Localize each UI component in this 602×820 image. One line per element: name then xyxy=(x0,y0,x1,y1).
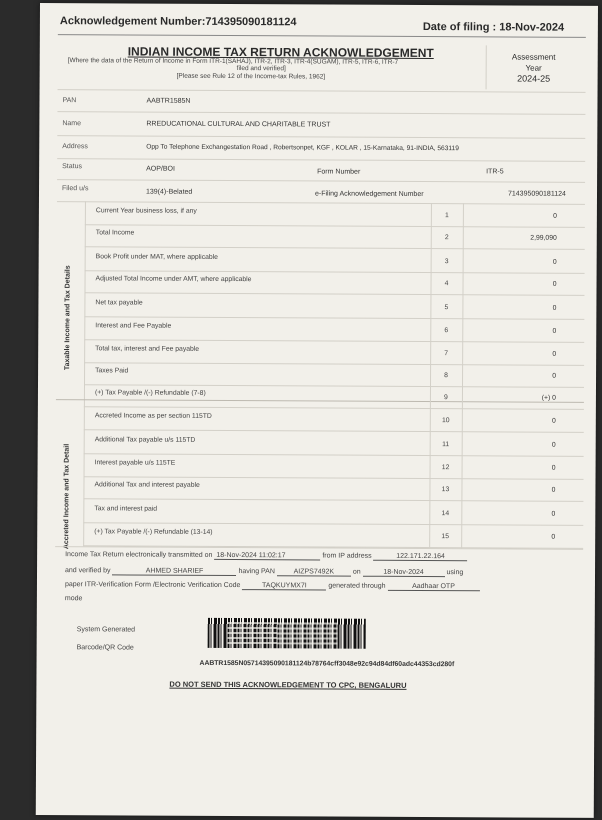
form-number-label: Form Number xyxy=(317,168,361,176)
footer-text-8: generated through xyxy=(328,582,386,590)
section-label-taxable: Taxable Income and Tax Details xyxy=(64,265,72,371)
row-description: Additional Tax payable u/s 115TD xyxy=(94,436,196,444)
barcode-label-2: Barcode/QR Code xyxy=(76,644,134,652)
row-number: 1 xyxy=(444,212,449,220)
acknowledgement-number: Acknowledgement Number:714395090181124 xyxy=(59,15,297,29)
section-divider xyxy=(83,201,86,546)
row-description: Interest payable u/s 115TE xyxy=(94,459,176,467)
row-number: 12 xyxy=(441,464,450,472)
row-value: 0 xyxy=(551,510,556,518)
row-description: Total Income xyxy=(95,229,135,237)
column-divider xyxy=(461,203,464,548)
row-separator xyxy=(85,224,585,228)
row-number: 10 xyxy=(442,417,450,425)
row-description: Accreted Income as per section 115TD xyxy=(94,412,212,420)
verification-method: Aadhaar OTP xyxy=(387,583,479,591)
row-separator xyxy=(84,406,584,410)
row-separator xyxy=(84,384,584,388)
verification-line-3 xyxy=(65,581,480,591)
row-separator xyxy=(85,270,585,274)
footer-text-2: from IP address xyxy=(322,552,372,560)
row-value: 0 xyxy=(551,486,556,494)
title-subtext-2: filed and verified] xyxy=(236,65,286,73)
efiling-ack-value: 714395090181124 xyxy=(507,190,566,198)
row-value: 0 xyxy=(552,327,557,335)
row-number: 11 xyxy=(442,441,450,449)
column-divider xyxy=(429,203,432,548)
row-number: 14 xyxy=(441,510,450,518)
row-value: 0 xyxy=(552,304,557,312)
row-number: 3 xyxy=(444,258,449,266)
row-value: 0 xyxy=(553,212,557,220)
status-value: AOP/BOI xyxy=(146,165,175,173)
row-number: 9 xyxy=(444,394,448,402)
row-number: 7 xyxy=(444,350,449,358)
footer-text-5: on xyxy=(352,568,361,576)
row-line xyxy=(57,201,585,205)
title-subtext-3: [Please see Rule 12 of the Income-tax Rules, 1962] xyxy=(176,72,326,81)
row-description: (+) Tax Payable /(-) Refundable (13-14) xyxy=(94,528,213,536)
row-value: 0 xyxy=(552,350,557,358)
row-line xyxy=(57,111,585,115)
row-description: Current Year business loss, if any xyxy=(95,207,197,215)
row-value: 0 xyxy=(552,280,557,288)
section-label-accreted: Accreted Income and Tax Detail xyxy=(63,443,71,550)
row-description: Tax and interest paid xyxy=(94,505,158,513)
row-number: 15 xyxy=(441,533,450,541)
ay-value: 2024-25 xyxy=(517,73,551,84)
assessment-year-box xyxy=(488,51,580,84)
row-description: (+) Tax Payable /(-) Refundable (7-8) xyxy=(94,389,206,397)
row-value: 0 xyxy=(552,417,556,425)
row-number: 5 xyxy=(444,304,449,312)
row-description: Additional Tax and interest payable xyxy=(94,481,200,489)
row-number: 4 xyxy=(444,280,449,288)
row-separator xyxy=(84,453,584,457)
details-top-line xyxy=(58,89,586,93)
row-description: Net tax payable xyxy=(95,299,143,307)
row-separator xyxy=(84,429,584,433)
efiling-ack-label: e-Filing Acknowledgement Number xyxy=(314,190,424,199)
row-separator xyxy=(83,498,583,502)
barcode-image xyxy=(208,618,366,649)
row-value: 0 xyxy=(551,533,556,541)
row-separator xyxy=(84,476,584,480)
verifier-pan: AIZPS7492K xyxy=(277,568,351,576)
verification-date: 18-Nov-2024 xyxy=(363,569,445,577)
ip-address: 122.171.22.164 xyxy=(374,553,468,561)
filed-us-value: 139(4)-Belated xyxy=(145,188,193,196)
ay-label-2: Year xyxy=(525,63,542,73)
row-description: Taxes Paid xyxy=(95,367,129,375)
pan-value: AABTR1585N xyxy=(146,97,191,105)
row-value: (+) 0 xyxy=(541,394,556,402)
footer-text-1: Income Tax Return electronically transmitted on xyxy=(65,551,213,559)
form-number-value: ITR-5 xyxy=(486,168,504,176)
row-description: Total tax, interest and Fee payable xyxy=(95,345,200,353)
barcode-hash: AABTR1585N05714395090181124b78764cff3048e92c94d84df60adc44353cd280f xyxy=(199,659,455,669)
row-line xyxy=(57,179,585,183)
title-subtext-1: [Where the data of the Return of Income in Form ITR-1(SAHAJ), ITR-2, ITR-3, ITR-4(SUGAM), ITR-5, ITR-6, ITR-7 xyxy=(67,57,399,66)
row-separator xyxy=(85,246,585,250)
row-description: Interest and Fee Payable xyxy=(95,322,172,330)
row-number: 13 xyxy=(441,486,450,494)
address-label: Address xyxy=(62,143,88,151)
row-number: 6 xyxy=(444,327,449,335)
row-separator xyxy=(84,362,584,366)
row-value: 0 xyxy=(552,372,557,380)
row-line xyxy=(57,135,585,139)
row-value: 2,99,090 xyxy=(530,234,557,242)
filed-us-label: Filed u/s xyxy=(62,185,89,193)
row-number: 8 xyxy=(444,372,448,380)
verification-code: TAQKUYMX7I xyxy=(242,582,326,590)
row-value: 0 xyxy=(552,258,557,266)
row-separator xyxy=(84,292,584,296)
transmitted-datetime: 18-Nov-2024 11:02:17 xyxy=(214,552,320,561)
verifier-name: AHMED SHARIEF xyxy=(112,567,236,576)
footer-text-6: using xyxy=(446,569,464,577)
name-value: RREDUCATIONAL CULTURAL AND CHARITABLE TRUST xyxy=(146,120,331,129)
acknowledgement-document xyxy=(36,3,598,818)
do-not-send-notice: DO NOT SEND THIS ACKNOWLEDGEMENT TO CPC, BENGALURU xyxy=(169,679,407,690)
pan-label: PAN xyxy=(62,97,77,105)
row-line xyxy=(57,158,585,162)
ay-label-1: Assessment xyxy=(511,52,556,62)
row-separator xyxy=(83,522,583,526)
name-label: Name xyxy=(62,120,82,128)
row-separator xyxy=(84,339,584,343)
footer-text-9: mode xyxy=(64,595,83,603)
header-divider xyxy=(58,34,586,38)
footer-text-7: paper ITR-Verification Form /Electronic Verification Code xyxy=(64,581,241,590)
footer-text-3: and verified by xyxy=(65,567,111,575)
row-number: 2 xyxy=(444,234,449,242)
row-separator xyxy=(84,316,584,320)
row-value: 0 xyxy=(551,464,556,472)
document-title: INDIAN INCOME TAX RETURN ACKNOWLEDGEMENT xyxy=(127,44,434,61)
row-value: 0 xyxy=(551,441,556,449)
status-label: Status xyxy=(62,163,83,171)
row-description: Book Profit under MAT, where applicable xyxy=(95,253,218,261)
barcode-label-1: System Generated xyxy=(76,626,136,634)
filing-date: Date of filing : 18-Nov-2024 xyxy=(422,21,565,34)
address-value: Opp To Telephone Exchangestation Road , Robertsonpet, KGF , KOLAR , 15-Karnataka, 91-INDIA, 563119 xyxy=(146,143,459,153)
verification-line-1 xyxy=(65,551,468,561)
verification-line-2 xyxy=(65,567,463,577)
row-description: Adjusted Total Income under AMT, where applicable xyxy=(95,275,252,284)
footer-text-4: having PAN xyxy=(238,568,275,576)
